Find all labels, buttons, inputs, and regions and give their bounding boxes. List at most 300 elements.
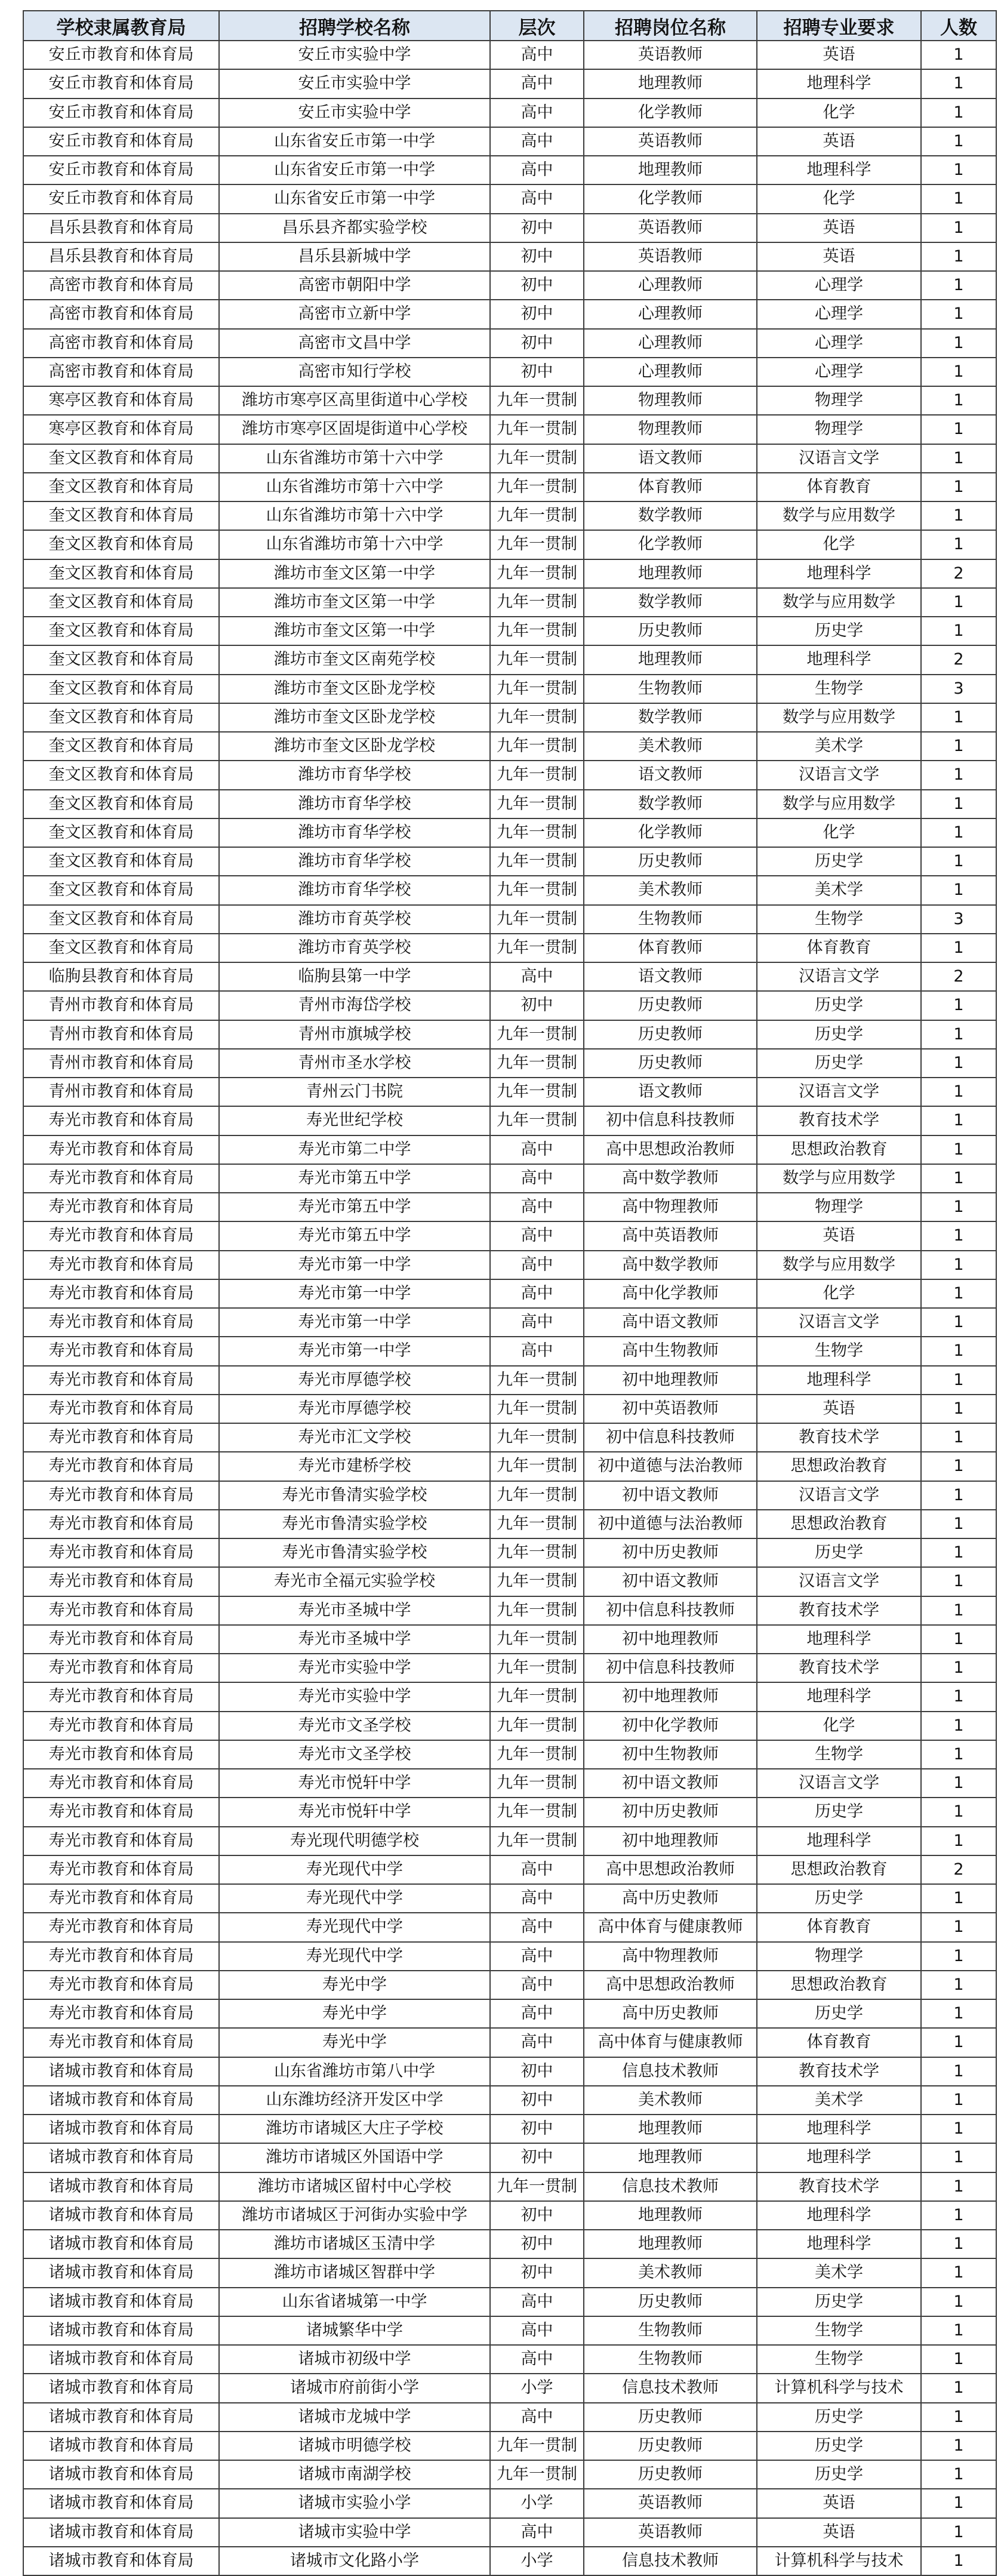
table-row [23, 876, 996, 904]
cell-level: 九年一贯制 [490, 1740, 584, 1769]
cell-level: 高中 [490, 2518, 584, 2547]
cell-major: 历史学 [757, 1049, 921, 1078]
cell-school: 潍坊市育英学校 [219, 905, 490, 934]
cell-count: 1 [921, 1106, 996, 1135]
cell-count: 1 [921, 271, 996, 300]
table-row [23, 69, 996, 98]
table-row [23, 703, 996, 732]
table-row [23, 99, 996, 127]
cell-school: 潍坊市诸城区外国语中学 [219, 2143, 490, 2172]
table-row [23, 242, 996, 271]
cell-bureau: 临朐县教育和体育局 [23, 962, 219, 991]
cell-school: 诸城市府前街小学 [219, 2374, 490, 2402]
cell-position: 初中生物教师 [584, 1740, 757, 1769]
cell-count: 1 [921, 2345, 996, 2374]
table-row [23, 2374, 996, 2402]
cell-bureau: 诸城市教育和体育局 [23, 2057, 219, 2086]
table-row [23, 934, 996, 962]
header-bureau: 学校隶属教育局 [23, 11, 219, 41]
cell-major: 历史学 [757, 2288, 921, 2316]
cell-count: 3 [921, 905, 996, 934]
table-row [23, 300, 996, 328]
table-row [23, 1884, 996, 1913]
cell-count: 1 [921, 1538, 996, 1567]
cell-level: 高中 [490, 2403, 584, 2432]
table-row [23, 645, 996, 674]
cell-level: 九年一贯制 [490, 934, 584, 962]
cell-bureau: 诸城市教育和体育局 [23, 2201, 219, 2230]
table-row [23, 1452, 996, 1481]
cell-level: 九年一贯制 [490, 847, 584, 876]
cell-major: 教育技术学 [757, 1654, 921, 1682]
cell-major: 生物学 [757, 2345, 921, 2374]
cell-bureau: 奎文区教育和体育局 [23, 732, 219, 761]
table-row [23, 1682, 996, 1711]
cell-position: 生物教师 [584, 2345, 757, 2374]
cell-bureau: 诸城市教育和体育局 [23, 2316, 219, 2345]
cell-position: 初中地理教师 [584, 1827, 757, 1855]
cell-bureau: 寿光市教育和体育局 [23, 1769, 219, 1798]
cell-level: 高中 [490, 962, 584, 991]
cell-count: 1 [921, 991, 996, 1020]
cell-count: 1 [921, 1251, 996, 1279]
cell-bureau: 奎文区教育和体育局 [23, 588, 219, 617]
cell-school: 山东省安丘市第一中学 [219, 184, 490, 213]
cell-position: 美术教师 [584, 732, 757, 761]
cell-major: 体育教育 [757, 1913, 921, 1941]
table-row [23, 358, 996, 386]
cell-level: 九年一贯制 [490, 444, 584, 473]
cell-school: 潍坊市奎文区南苑学校 [219, 645, 490, 674]
cell-level: 九年一贯制 [490, 588, 584, 617]
cell-school: 寿光市第一中学 [219, 1337, 490, 1365]
cell-school: 寿光市第一中学 [219, 1251, 490, 1279]
cell-count: 1 [921, 1682, 996, 1711]
cell-level: 高中 [490, 1251, 584, 1279]
cell-school: 潍坊市育华学校 [219, 790, 490, 818]
cell-major: 思想政治教育 [757, 1971, 921, 1999]
cell-count: 1 [921, 2316, 996, 2345]
cell-count: 2 [921, 962, 996, 991]
cell-school: 山东省潍坊市第十六中学 [219, 473, 490, 501]
cell-level: 高中 [490, 1221, 584, 1250]
cell-bureau: 寿光市教育和体育局 [23, 1366, 219, 1395]
cell-count: 1 [921, 444, 996, 473]
cell-count: 1 [921, 127, 996, 156]
cell-position: 历史教师 [584, 847, 757, 876]
cell-level: 高中 [490, 2316, 584, 2345]
cell-level: 初中 [490, 2057, 584, 2086]
table-row [23, 2489, 996, 2517]
cell-bureau: 寿光市教育和体育局 [23, 1308, 219, 1337]
cell-major: 体育教育 [757, 934, 921, 962]
table-row [23, 156, 996, 184]
cell-school: 诸城市实验中学 [219, 2518, 490, 2547]
cell-school: 寿光市圣城中学 [219, 1625, 490, 1654]
table-row [23, 1078, 996, 1106]
cell-count: 1 [921, 2172, 996, 2201]
cell-count: 1 [921, 1884, 996, 1913]
cell-major: 教育技术学 [757, 2057, 921, 2086]
cell-level: 初中 [490, 271, 584, 300]
cell-major: 心理学 [757, 271, 921, 300]
cell-count: 1 [921, 1193, 996, 1221]
cell-school: 青州市旗城学校 [219, 1020, 490, 1049]
cell-school: 诸城市初级中学 [219, 2345, 490, 2374]
table-row [23, 1769, 996, 1798]
cell-bureau: 诸城市教育和体育局 [23, 2086, 219, 2115]
cell-school: 山东省诸城第一中学 [219, 2288, 490, 2316]
header-level: 层次 [490, 11, 584, 41]
cell-bureau: 诸城市教育和体育局 [23, 2547, 219, 2575]
cell-bureau: 寿光市教育和体育局 [23, 1423, 219, 1452]
cell-position: 历史教师 [584, 1049, 757, 1078]
cell-bureau: 诸城市教育和体育局 [23, 2518, 219, 2547]
cell-major: 物理学 [757, 1942, 921, 1971]
cell-bureau: 寿光市教育和体育局 [23, 1337, 219, 1365]
cell-level: 九年一贯制 [490, 675, 584, 703]
cell-bureau: 寿光市教育和体育局 [23, 1827, 219, 1855]
table-row [23, 991, 996, 1020]
cell-level: 初中 [490, 242, 584, 271]
table-row [23, 1106, 996, 1135]
cell-school: 寿光中学 [219, 1999, 490, 2028]
table-row [23, 1798, 996, 1826]
cell-position: 英语教师 [584, 127, 757, 156]
cell-school: 寿光中学 [219, 2028, 490, 2057]
cell-position: 美术教师 [584, 876, 757, 904]
cell-school: 昌乐县齐都实验学校 [219, 214, 490, 242]
cell-position: 初中语文教师 [584, 1481, 757, 1510]
cell-level: 九年一贯制 [490, 703, 584, 732]
cell-bureau: 奎文区教育和体育局 [23, 473, 219, 501]
cell-major: 心理学 [757, 358, 921, 386]
header-count: 人数 [921, 11, 996, 41]
cell-school: 寿光现代中学 [219, 1884, 490, 1913]
cell-count: 1 [921, 1279, 996, 1308]
table-row [23, 2403, 996, 2432]
table-row [23, 271, 996, 300]
table-row [23, 675, 996, 703]
cell-school: 潍坊市诸城区于河街办实验中学 [219, 2201, 490, 2230]
cell-major: 汉语言文学 [757, 962, 921, 991]
cell-count: 1 [921, 184, 996, 213]
cell-position: 高中数学教师 [584, 1164, 757, 1193]
table-row [23, 2432, 996, 2460]
cell-bureau: 奎文区教育和体育局 [23, 818, 219, 847]
cell-count: 1 [921, 1798, 996, 1826]
cell-major: 生物学 [757, 905, 921, 934]
cell-bureau: 诸城市教育和体育局 [23, 2143, 219, 2172]
table-row [23, 2028, 996, 2057]
cell-bureau: 寿光市教育和体育局 [23, 1999, 219, 2028]
cell-level: 九年一贯制 [490, 1538, 584, 1567]
cell-level: 九年一贯制 [490, 1654, 584, 1682]
cell-count: 1 [921, 876, 996, 904]
table-row [23, 588, 996, 617]
cell-position: 数学教师 [584, 501, 757, 530]
cell-bureau: 奎文区教育和体育局 [23, 444, 219, 473]
cell-count: 1 [921, 934, 996, 962]
cell-bureau: 青州市教育和体育局 [23, 991, 219, 1020]
cell-level: 九年一贯制 [490, 530, 584, 559]
cell-level: 九年一贯制 [490, 2432, 584, 2460]
cell-major: 英语 [757, 1221, 921, 1250]
cell-position: 高中语文教师 [584, 1308, 757, 1337]
cell-level: 初中 [490, 329, 584, 358]
cell-school: 诸城市南湖学校 [219, 2460, 490, 2489]
cell-count: 1 [921, 1049, 996, 1078]
cell-count: 1 [921, 1827, 996, 1855]
cell-level: 高中 [490, 1999, 584, 2028]
cell-position: 物理教师 [584, 415, 757, 444]
cell-level: 九年一贯制 [490, 1596, 584, 1625]
cell-count: 1 [921, 1654, 996, 1682]
cell-school: 寿光市厚德学校 [219, 1395, 490, 1423]
cell-major: 思想政治教育 [757, 1135, 921, 1164]
table-row [23, 386, 996, 415]
cell-position: 化学教师 [584, 530, 757, 559]
cell-major: 化学 [757, 1279, 921, 1308]
cell-count: 1 [921, 2057, 996, 2086]
cell-level: 九年一贯制 [490, 732, 584, 761]
cell-school: 高密市知行学校 [219, 358, 490, 386]
cell-position: 语文教师 [584, 1078, 757, 1106]
cell-position: 地理教师 [584, 559, 757, 588]
cell-school: 诸城市龙城中学 [219, 2403, 490, 2432]
cell-school: 寿光市鲁清实验学校 [219, 1481, 490, 1510]
cell-position: 信息技术教师 [584, 2547, 757, 2575]
cell-level: 九年一贯制 [490, 1020, 584, 1049]
cell-count: 1 [921, 2115, 996, 2143]
cell-school: 寿光现代明德学校 [219, 1827, 490, 1855]
cell-bureau: 安丘市教育和体育局 [23, 127, 219, 156]
cell-bureau: 安丘市教育和体育局 [23, 156, 219, 184]
table-row [23, 1481, 996, 1510]
cell-school: 青州市海岱学校 [219, 991, 490, 1020]
cell-bureau: 诸城市教育和体育局 [23, 2460, 219, 2489]
table-row [23, 1625, 996, 1654]
cell-school: 寿光市第五中学 [219, 1193, 490, 1221]
cell-position: 英语教师 [584, 2489, 757, 2517]
cell-bureau: 诸城市教育和体育局 [23, 2403, 219, 2432]
table-row [23, 127, 996, 156]
cell-position: 英语教师 [584, 2518, 757, 2547]
table-row [23, 732, 996, 761]
cell-major: 思想政治教育 [757, 1510, 921, 1538]
cell-count: 1 [921, 1971, 996, 1999]
cell-count: 2 [921, 645, 996, 674]
cell-level: 九年一贯制 [490, 1567, 584, 1596]
cell-school: 寿光市第一中学 [219, 1279, 490, 1308]
cell-major: 化学 [757, 818, 921, 847]
cell-count: 1 [921, 1510, 996, 1538]
cell-major: 地理科学 [757, 156, 921, 184]
cell-position: 初中信息科技教师 [584, 1654, 757, 1682]
cell-level: 高中 [490, 99, 584, 127]
cell-count: 1 [921, 588, 996, 617]
cell-major: 地理科学 [757, 1366, 921, 1395]
cell-bureau: 寿光市教育和体育局 [23, 1971, 219, 1999]
cell-level: 九年一贯制 [490, 1395, 584, 1423]
cell-position: 地理教师 [584, 2201, 757, 2230]
cell-count: 1 [921, 2086, 996, 2115]
cell-position: 历史教师 [584, 2288, 757, 2316]
cell-bureau: 寿光市教育和体育局 [23, 1481, 219, 1510]
cell-position: 地理教师 [584, 69, 757, 98]
cell-position: 初中历史教师 [584, 1538, 757, 1567]
cell-level: 高中 [490, 1971, 584, 1999]
cell-major: 地理科学 [757, 1625, 921, 1654]
cell-position: 体育教师 [584, 934, 757, 962]
cell-school: 寿光市实验中学 [219, 1682, 490, 1711]
cell-school: 潍坊市诸城区留村中心学校 [219, 2172, 490, 2201]
cell-level: 九年一贯制 [490, 1798, 584, 1826]
cell-school: 寿光市建桥学校 [219, 1452, 490, 1481]
table-row [23, 1020, 996, 1049]
cell-count: 1 [921, 1942, 996, 1971]
cell-major: 生物学 [757, 675, 921, 703]
cell-position: 信息技术教师 [584, 2057, 757, 2086]
cell-bureau: 奎文区教育和体育局 [23, 934, 219, 962]
cell-position: 心理教师 [584, 271, 757, 300]
cell-major: 英语 [757, 242, 921, 271]
cell-school: 高密市立新中学 [219, 300, 490, 328]
cell-school: 潍坊市奎文区第一中学 [219, 559, 490, 588]
table-row [23, 501, 996, 530]
cell-school: 寿光中学 [219, 1971, 490, 1999]
table-row [23, 329, 996, 358]
table-row [23, 1164, 996, 1193]
table-row [23, 1827, 996, 1855]
recruitment-table [23, 10, 997, 2576]
cell-school: 寿光市悦轩中学 [219, 1769, 490, 1798]
cell-school: 青州云门书院 [219, 1078, 490, 1106]
table-row [23, 1049, 996, 1078]
cell-major: 英语 [757, 1395, 921, 1423]
cell-count: 1 [921, 358, 996, 386]
cell-count: 1 [921, 2403, 996, 2432]
cell-school: 寿光市圣城中学 [219, 1596, 490, 1625]
cell-school: 寿光现代中学 [219, 1942, 490, 1971]
cell-school: 寿光现代中学 [219, 1913, 490, 1941]
cell-bureau: 寿光市教育和体育局 [23, 1567, 219, 1596]
cell-major: 数学与应用数学 [757, 588, 921, 617]
cell-school: 临朐县第一中学 [219, 962, 490, 991]
cell-position: 数学教师 [584, 588, 757, 617]
cell-school: 潍坊市奎文区卧龙学校 [219, 732, 490, 761]
cell-major: 思想政治教育 [757, 1855, 921, 1884]
cell-count: 1 [921, 1452, 996, 1481]
cell-major: 心理学 [757, 300, 921, 328]
cell-bureau: 寿光市教育和体育局 [23, 1740, 219, 1769]
cell-school: 山东省潍坊市第十六中学 [219, 444, 490, 473]
cell-count: 1 [921, 2432, 996, 2460]
cell-count: 1 [921, 2230, 996, 2258]
cell-level: 初中 [490, 2201, 584, 2230]
table-row [23, 1308, 996, 1337]
cell-major: 汉语言文学 [757, 1481, 921, 1510]
table-row [23, 1279, 996, 1308]
cell-position: 语文教师 [584, 761, 757, 789]
cell-school: 青州市圣水学校 [219, 1049, 490, 1078]
cell-level: 九年一贯制 [490, 1078, 584, 1106]
cell-school: 寿光市第五中学 [219, 1221, 490, 1250]
table-row [23, 905, 996, 934]
cell-position: 英语教师 [584, 214, 757, 242]
cell-position: 化学教师 [584, 99, 757, 127]
table-row [23, 1999, 996, 2028]
table-row [23, 790, 996, 818]
cell-bureau: 寿光市教育和体育局 [23, 1625, 219, 1654]
table-row [23, 1913, 996, 1941]
cell-level: 高中 [490, 1164, 584, 1193]
cell-bureau: 奎文区教育和体育局 [23, 876, 219, 904]
table-row [23, 1654, 996, 1682]
cell-school: 诸城市实验小学 [219, 2489, 490, 2517]
cell-bureau: 寿光市教育和体育局 [23, 1884, 219, 1913]
cell-major: 教育技术学 [757, 1106, 921, 1135]
cell-bureau: 青州市教育和体育局 [23, 1020, 219, 1049]
cell-major: 英语 [757, 2518, 921, 2547]
cell-school: 寿光市实验中学 [219, 1654, 490, 1682]
cell-level: 高中 [490, 1884, 584, 1913]
cell-level: 高中 [490, 2288, 584, 2316]
cell-level: 九年一贯制 [490, 1452, 584, 1481]
table-row [23, 1510, 996, 1538]
cell-count: 1 [921, 732, 996, 761]
cell-position: 体育教师 [584, 473, 757, 501]
cell-count: 1 [921, 1395, 996, 1423]
header-major: 招聘专业要求 [757, 11, 921, 41]
cell-position: 地理教师 [584, 2230, 757, 2258]
cell-major: 计算机科学与技术 [757, 2547, 921, 2575]
cell-school: 寿光市文圣学校 [219, 1740, 490, 1769]
cell-position: 高中生物教师 [584, 1337, 757, 1365]
cell-level: 高中 [490, 1855, 584, 1884]
cell-count: 1 [921, 1337, 996, 1365]
cell-count: 1 [921, 1596, 996, 1625]
cell-position: 地理教师 [584, 2143, 757, 2172]
table-row [23, 962, 996, 991]
cell-bureau: 奎文区教育和体育局 [23, 559, 219, 588]
cell-position: 高中历史教师 [584, 1999, 757, 2028]
cell-count: 1 [921, 2288, 996, 2316]
cell-level: 高中 [490, 1135, 584, 1164]
table-row [23, 2316, 996, 2345]
cell-position: 化学教师 [584, 184, 757, 213]
cell-bureau: 寿光市教育和体育局 [23, 1712, 219, 1740]
table-row [23, 2172, 996, 2201]
cell-level: 高中 [490, 1942, 584, 1971]
cell-position: 初中道德与法治教师 [584, 1510, 757, 1538]
cell-position: 高中思想政治教师 [584, 1135, 757, 1164]
cell-count: 1 [921, 1740, 996, 1769]
cell-level: 初中 [490, 2086, 584, 2115]
table-row [23, 1740, 996, 1769]
cell-major: 历史学 [757, 1884, 921, 1913]
table-row [23, 184, 996, 213]
table-row [23, 2288, 996, 2316]
cell-school: 潍坊市诸城区玉清中学 [219, 2230, 490, 2258]
header-school: 招聘学校名称 [219, 11, 490, 41]
cell-bureau: 诸城市教育和体育局 [23, 2489, 219, 2517]
cell-position: 高中物理教师 [584, 1193, 757, 1221]
cell-position: 物理教师 [584, 386, 757, 415]
cell-bureau: 奎文区教育和体育局 [23, 790, 219, 818]
cell-level: 九年一贯制 [490, 1769, 584, 1798]
cell-school: 寿光市第二中学 [219, 1135, 490, 1164]
